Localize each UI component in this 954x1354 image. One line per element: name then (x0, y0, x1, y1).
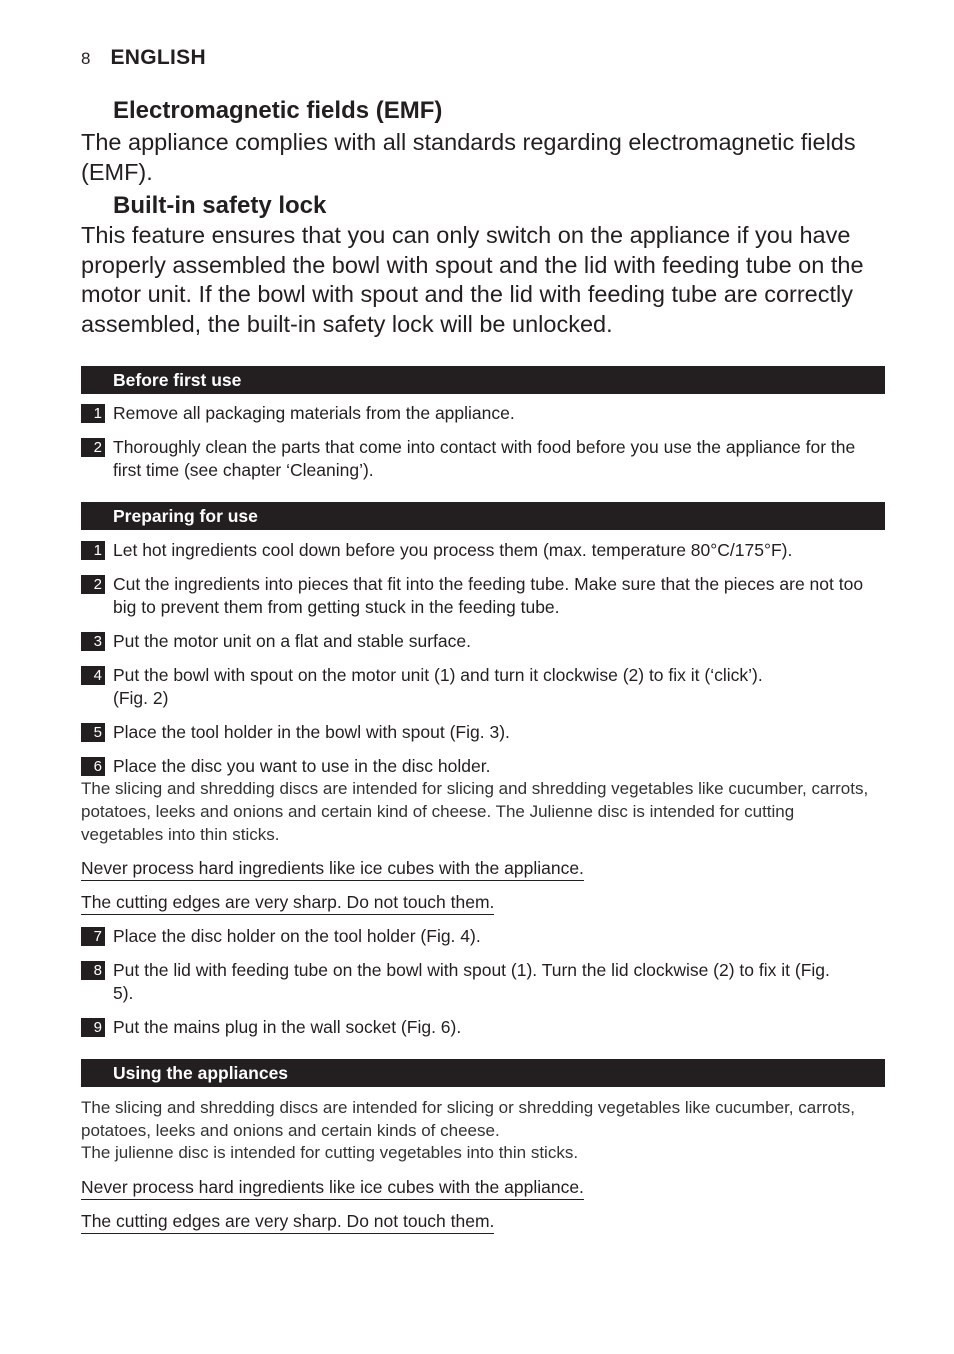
step-text: Put the lid with feeding tube on the bowl with spout (1). Turn the lid clockwise (2) to fix it (Fig. 5). (113, 960, 830, 1003)
emf-heading: Electromagnetic fields (EMF) (113, 97, 443, 124)
step-item (81, 539, 871, 562)
section-bar-using-the-appliances: Using the appliances (81, 1059, 885, 1087)
step-text: Put the motor unit on a flat and stable surface. (113, 631, 471, 651)
step-number: 1 (81, 404, 105, 423)
using-note-julienne: The julienne disc is intended for cutting vegetables into thin sticks. (81, 1143, 579, 1162)
step-number: 6 (81, 757, 105, 776)
step-item (81, 925, 871, 948)
step-text: Place the disc holder on the tool holder (Fig. 4). (113, 926, 481, 946)
step-item (81, 959, 851, 1005)
step-text: Remove all packaging materials from the appliance. (113, 403, 515, 423)
step-item (81, 721, 871, 744)
step-number: 5 (81, 723, 105, 742)
warning-sharp-edges: The cutting edges are very sharp. Do not touch them. (81, 891, 494, 915)
step-item (81, 1016, 871, 1039)
step-text: Put the bowl with spout on the motor unit (1) and turn it clockwise (2) to fix it (‘click’). (Fig. 2) (113, 665, 763, 708)
page-header (81, 46, 206, 74)
page-number: 8 (81, 49, 91, 68)
step-number: 1 (81, 541, 105, 560)
safety-lock-body: This feature ensures that you can only switch on the appliance if you have properly assembled the bowl with spout and the lid with feeding tube on the motor unit. If the bowl with spout and the lid with feeding tube are correctly assembled, the built-in safety lock will be unlocked. (81, 222, 864, 337)
safety-lock-heading: Built-in safety lock (113, 192, 327, 219)
step-item (81, 755, 871, 778)
step-number: 2 (81, 575, 105, 594)
step-number: 3 (81, 632, 105, 651)
step-item (81, 630, 871, 653)
section-bar-before-first-use: Before first use (81, 366, 885, 394)
warning-hard-ingredients: Never process hard ingredients like ice cubes with the appliance. (81, 857, 584, 881)
warning-hard-ingredients: Never process hard ingredients like ice cubes with the appliance. (81, 1176, 584, 1200)
step-item (81, 402, 871, 425)
step-text: Put the mains plug in the wall socket (Fig. 6). (113, 1017, 462, 1037)
language-label: ENGLISH (110, 46, 206, 69)
section-bar-preparing-for-use: Preparing for use (81, 502, 885, 530)
step-number: 4 (81, 666, 105, 685)
step-item (81, 436, 871, 482)
step-text: Thoroughly clean the parts that come into contact with food before you use the appliance for the first time (see chapter ‘Cleaning’). (113, 437, 856, 480)
warning-sharp-edges: The cutting edges are very sharp. Do not touch them. (81, 1210, 494, 1234)
step-text: Cut the ingredients into pieces that fit into the feeding tube. Make sure that the pieces are not too big to prevent them from getting stuck in the feeding tube. (113, 574, 864, 617)
step-item (81, 664, 781, 710)
step-text: Let hot ingredients cool down before you process them (max. temperature 80°C/175°F). (113, 540, 793, 560)
step-item (81, 573, 871, 619)
step-text: Place the disc you want to use in the disc holder. (113, 756, 491, 776)
step-number: 2 (81, 438, 105, 457)
using-note-discs: The slicing and shredding discs are intended for slicing or shredding vegetables like cucumber, carrots, potatoes, leeks and onions and certain kinds of cheese. (81, 1098, 855, 1140)
disc-usage-note: The slicing and shredding discs are intended for slicing and shredding vegetables like cucumber, carrots, potatoes, leeks and onions and certain kind of cheese. The Julienne disc is intended for cutting vegetables into thin sticks. (81, 779, 869, 844)
step-number: 7 (81, 927, 105, 946)
emf-body: The appliance complies with all standards regarding electromagnetic fields (EMF). (81, 129, 856, 185)
step-text: Place the tool holder in the bowl with spout (Fig. 3). (113, 722, 510, 742)
step-number: 8 (81, 961, 105, 980)
step-number: 9 (81, 1018, 105, 1037)
